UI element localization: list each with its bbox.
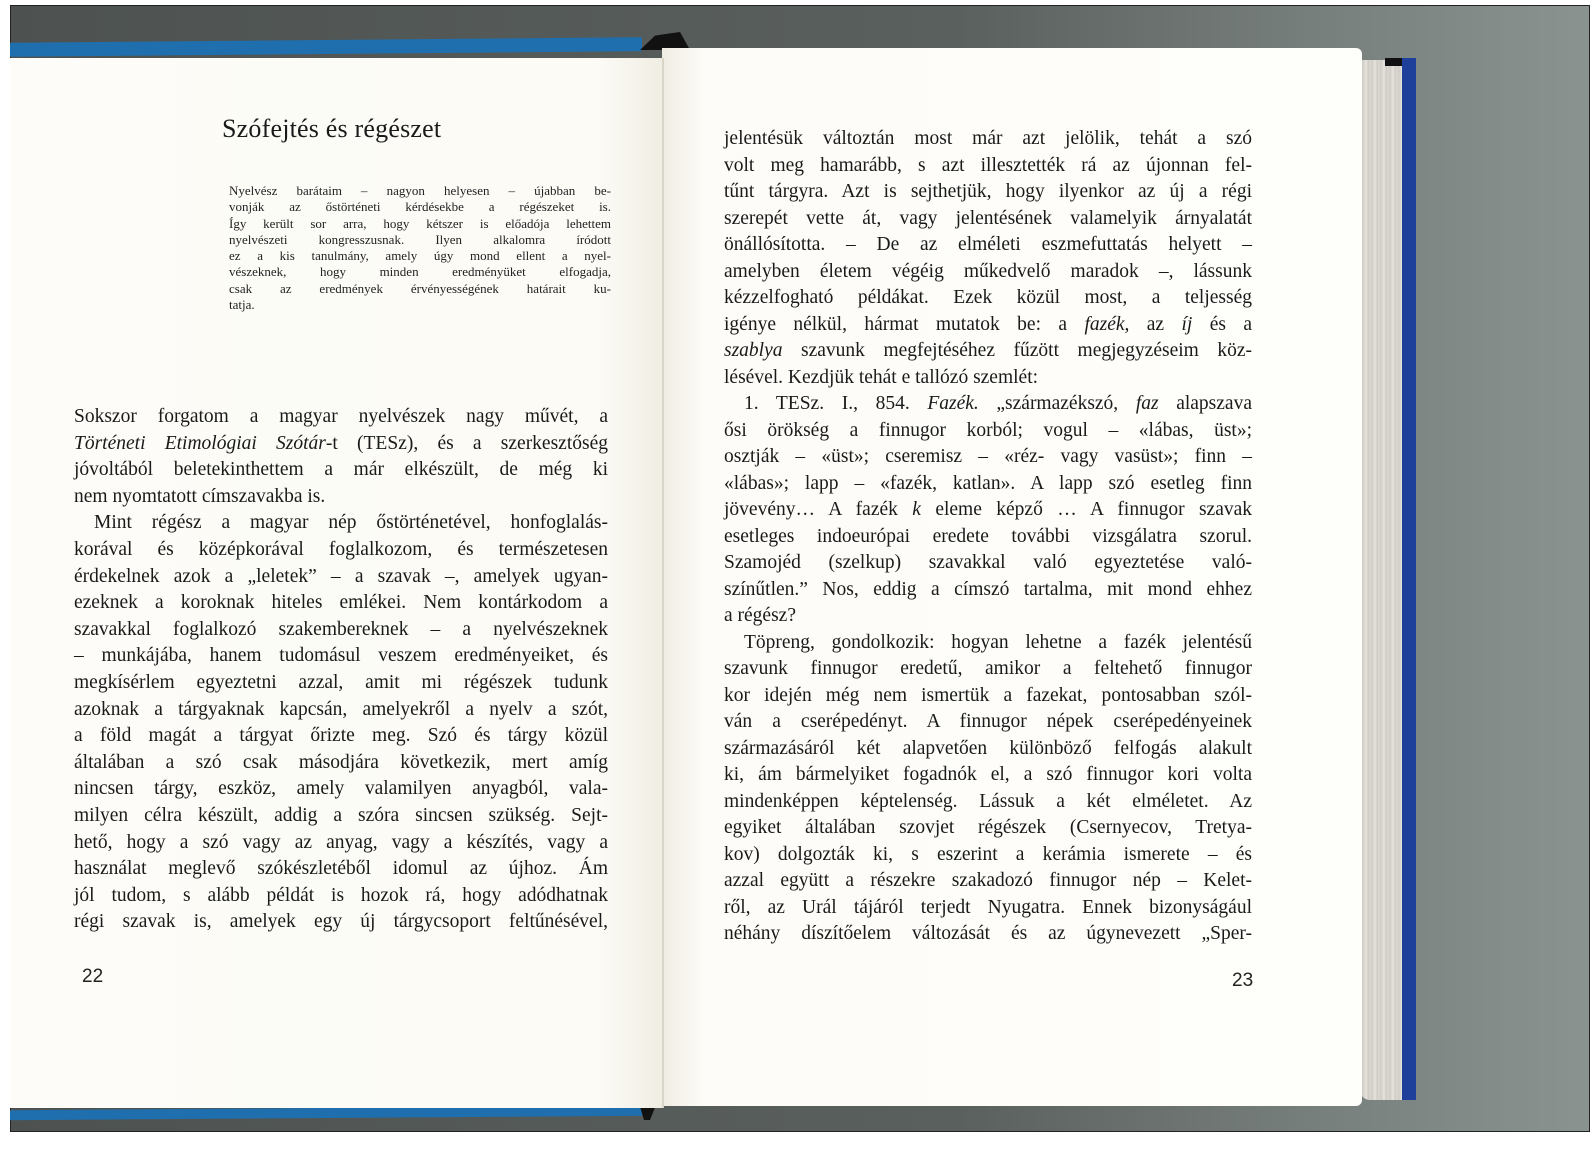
text-line [74,670,608,697]
abstract-line: Nyelvész barátaim – nagyon helyesen – újabban be- [229,183,611,198]
text-line [74,803,608,830]
text-line [74,484,608,511]
text-line [74,856,608,883]
text-line [724,577,1252,604]
text-segment: azoknak a tárgyaknak kapcsán, amelyekről a nyelv a szót, [74,698,608,720]
text-line [724,497,1252,524]
text-line [724,709,1252,736]
text-line [724,418,1252,445]
text-line [724,206,1252,233]
text-line [724,630,1252,657]
text-segment: szerepét vette át, vagy jelentésének valamelyik árnyalatát [724,207,1252,229]
text-line [724,842,1252,869]
italic-term: szablya [724,340,783,361]
page-number-left: 22 [82,966,104,987]
text-segment: Sokszor forgatom a magyar nyelvészek nagy művét, a [74,406,608,427]
text-segment: jövevény… A fazék [724,499,913,520]
text-segment: használat meglevő szókészletéből idomul az újhoz. Ám [74,858,608,880]
text-segment: korával és középkorával foglalkozom, és természetesen [74,538,608,560]
text-segment: szavunk finnugor eredetű, amikor a feltehető finnugor [724,658,1252,679]
text-segment: jóvoltából beletekinthettem a már elkészült, de még ki [74,459,608,481]
text-segment: a föld magát a tárgyat őrizte meg. Szó és tárgy közül [74,725,608,747]
text-segment: mindenképpen képtelenség. Lássuk a két elméletet. Az [724,790,1252,812]
text-line [74,537,608,564]
text-segment: osztják – «üst»; cseremisz – «réz- vagy vasüst»; finn – [724,446,1252,467]
text-segment: «lábas»; lapp – «fazék, katlan». A lapp szó esetleg finn [724,472,1252,494]
text-segment: egyiket általában szovjet régészek (Csernyecov, Tretya- [724,817,1252,838]
italic-term: k [912,499,921,520]
text-line [724,895,1252,922]
text-segment: kor idején még nem ismertük a fazekat, pontosabban szól- [724,684,1252,706]
text-segment: nincsen tárgy, eszköz, amely valamilyen anyagból, vala- [74,778,608,800]
text-line [74,643,608,670]
text-segment: ván a cserépedényt. A finnugor népek cserépedényeinek [724,711,1252,732]
text-segment: érdekelnek azok a „leletek” – a szavak –, amelyek ugyan- [74,565,608,587]
left-page-body [74,404,608,936]
text-line [74,776,608,803]
text-line [724,789,1252,816]
text-segment: -t (TESz), és a szerkesztőség [325,432,608,454]
text-segment: szavunk megfejtéséhez fűzött megjegyzéseim köz- [782,340,1252,361]
text-segment: azzal együtt a részekre szakadozó finnugor nép – Kelet- [724,870,1252,891]
text-segment: származásáról két alapvetően különböző felfogás alakult [724,737,1252,759]
text-segment: milyen célra készült, addig a szóra sincsen szükség. Sejt- [74,804,608,826]
abstract-line: csak az eredmények érvényességének határait ku- [229,280,611,296]
text-line [724,179,1252,206]
text-segment: jól tudom, s alább példát is hozok rá, hogy adódhatnak [74,884,608,906]
text-line [724,471,1252,498]
italic-term: Történeti Etimológiai Szótár [74,432,326,454]
italic-term: fazék, [1084,313,1130,335]
text-segment: jelentésük változtán most már azt jelölik, tehát a szó [724,128,1252,149]
text-line [74,723,608,750]
text-line [724,338,1252,365]
text-line [74,617,608,644]
italic-term: Fazék. [927,393,979,414]
text-segment: 1. TESz. I., 854. [744,393,928,414]
text-segment: – munkájába, hanem tudomásul veszem eredményeiket, és [74,645,608,667]
text-line [74,590,608,617]
text-line [724,126,1252,153]
text-line [724,736,1252,763]
text-line [724,921,1252,948]
text-segment: nem nyomtatott címszavakba is. [74,485,326,507]
text-segment: megkísérlem egyeztetni azzal, amit mi régészek tudunk [74,671,608,693]
text-segment: néhány díszítőelem változását és az úgynevezett „Sper- [724,923,1252,944]
text-line [724,550,1252,577]
text-segment: esetleges indoeurópai eredete további vizsgálatra szorul. [724,525,1252,547]
text-segment: ősi örökség a finnugor korból; vogul – «lábas, üst»; [724,419,1252,441]
text-segment: színűtlen.” Nos, eddig a címszó tartalma, mit mond ehhez [724,578,1252,600]
text-line [724,683,1252,710]
text-line [724,762,1252,789]
abstract-line: Így került sor arra, hogy kétszer is előadója lehettem [229,215,611,231]
text-line [724,391,1252,418]
text-segment: igénye nélkül, hármat mutatok be: a [724,313,1085,335]
text-segment: és a [1192,313,1252,335]
text-line [724,285,1252,312]
text-segment: lésével. Kezdjük tehát e tallózó szemlét: [724,366,1039,388]
text-line [724,868,1252,895]
chapter-abstract [229,183,611,313]
text-segment: ről, az Urál tájáról terjedt Nyugatra. Ennek bizonyságául [724,896,1252,918]
text-segment: alapszava [1158,393,1252,414]
text-segment: tűnt tárgyra. Azt is sejthetjük, hogy ilyenkor az új a régi [724,181,1252,202]
text-line [74,404,608,431]
book-cover-edge-right [1402,58,1416,1100]
page-number-right: 23 [1232,970,1254,991]
text-line [74,697,608,724]
text-line [74,909,608,936]
text-line [724,524,1252,551]
text-line [74,564,608,591]
text-line [74,750,608,777]
text-segment: eleme képző … A finnugor szavak [920,499,1252,520]
text-segment: volt meg hamarább, s azt illesztették rá az újonnan fel- [724,154,1252,176]
text-segment: amelyben életem végéig műkedvelő maradok –, lássunk [724,260,1252,282]
text-line [74,883,608,910]
text-line [74,510,608,537]
chapter-title: Szófejtés és régészet [222,114,442,143]
text-segment: hető, hogy a szó vagy az anyag, vagy a készítés, vagy a [74,831,608,853]
text-line [724,312,1252,339]
text-line [724,232,1252,259]
page-block-edges [1360,60,1402,1100]
text-segment: általában a szó csak másodjára következik, mert amíg [74,751,608,773]
text-line [74,457,608,484]
book-gutter [662,58,664,1108]
text-line [724,815,1252,842]
abstract-line: ez a kis tanulmány, amely úgy mond ellent a nyel- [229,248,611,264]
text-line [724,656,1252,683]
text-segment: szavakkal foglalkozó szakembereknek – a nyelvészeknek [74,618,608,640]
text-segment: Töpreng, gondolkozik: hogyan lehetne a fazék jelentésű [744,631,1252,653]
text-line [724,365,1252,392]
text-segment: Mint régész a magyar nép őstörténetével, honfoglalás- [94,512,608,534]
text-segment: kov) dolgozták ki, s eszerint a kerámia ismerete – és [724,843,1252,865]
text-line [724,259,1252,286]
abstract-line: nyelvészeti kongresszusnak. Ilyen alkalomra íródott [229,231,611,247]
text-segment: Szamojéd (szelkup) szavakkal való egyeztetése való- [724,552,1252,573]
text-segment: régi szavak is, amelyek egy új tárgycsoport feltűnésével, [74,911,608,933]
text-line [724,153,1252,180]
text-line [724,603,1252,630]
text-line [74,830,608,857]
abstract-line: tatja. [229,297,255,313]
text-segment: a régész? [724,605,796,626]
abstract-line: vonják az őstörténeti kérdésekbe a régészeket is. [229,199,611,215]
italic-term: faz [1135,393,1159,414]
text-segment: az [1129,313,1182,335]
text-segment: „származékszó, [978,393,1136,414]
text-segment: ki, ám bármelyiket fogadnók el, a szó finnugor kori volta [724,764,1252,785]
text-line [724,444,1252,471]
right-page-body [724,126,1252,948]
italic-term: íj [1181,313,1193,335]
abstract-line: vészeknek, hogy minden eredményüket elfogadja, [229,264,611,280]
text-segment: kézzelfogható példákat. Ezek közül most, a teljesség [724,287,1252,308]
text-segment: ezeknek a koroknak hiteles emlékei. Nem kontárkodom a [74,592,608,614]
text-line [74,431,608,458]
text-segment: önállósította. – De az elméleti eszmefuttatás helyett – [724,234,1252,255]
